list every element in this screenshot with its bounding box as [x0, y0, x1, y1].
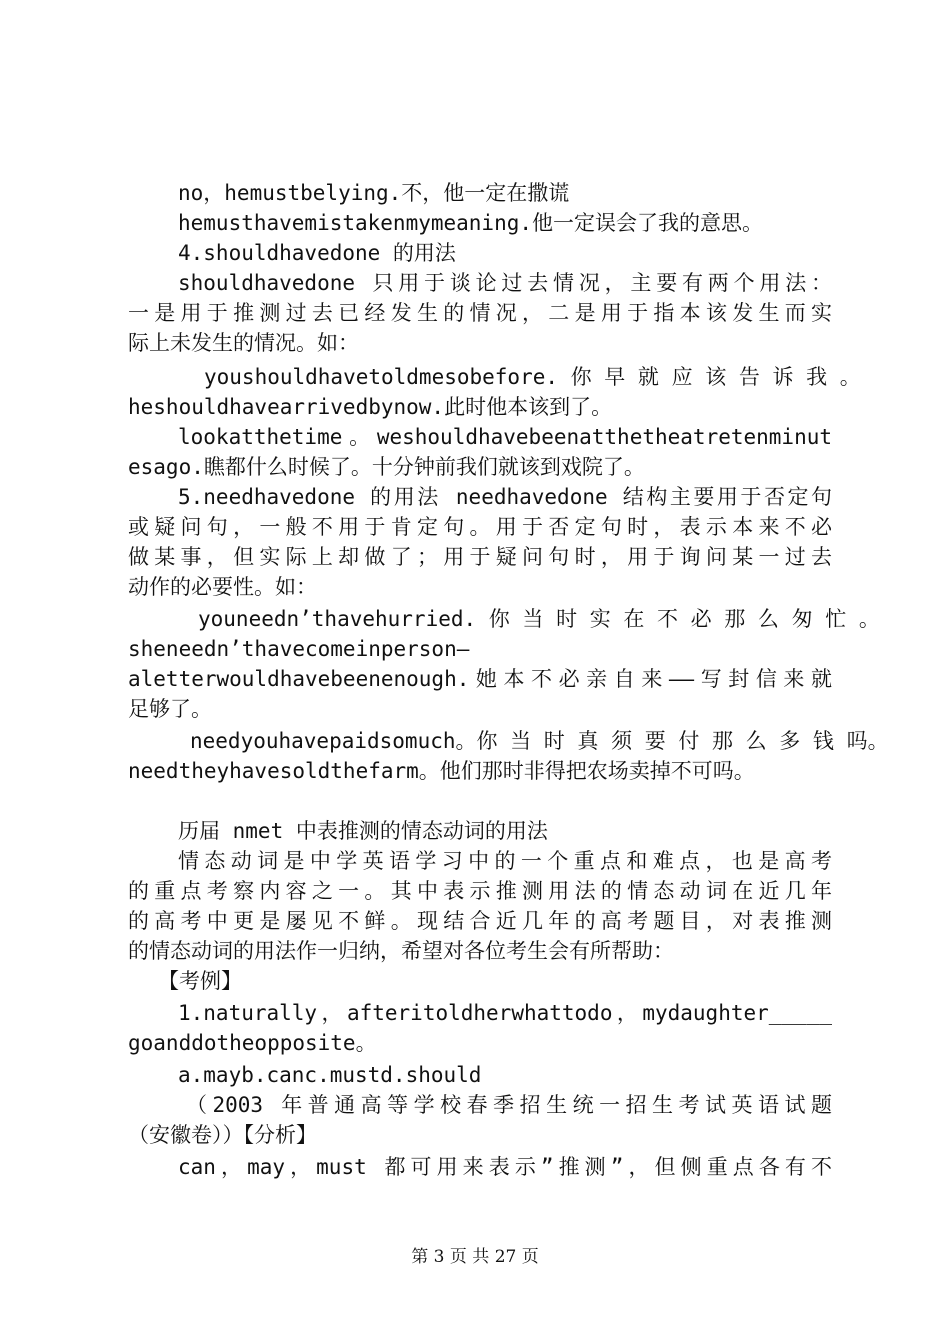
text-line: needtheyhavesoldthefarm。他们那时非得把农场卖掉不可吗。 — [128, 759, 755, 783]
text-line: goanddotheopposite。 — [128, 1031, 377, 1055]
text-line: 做某事，但实际上却做了；用于疑问句时，用于询问某一过去 — [128, 545, 832, 569]
text-line: can，may，must 都可用来表示”推测”，但侧重点各有不 — [178, 1155, 832, 1179]
text-line: 的重点考察内容之一。其中表示推测用法的情态动词在近几年 — [128, 879, 832, 903]
text-line: esago.瞧都什么时候了。十分钟前我们就该到戏院了。 — [128, 455, 645, 479]
text-line: aletterwouldhavebeenenough.她本不必亲自来——写封信来就 — [128, 667, 832, 691]
text-line: a.mayb.canc.mustd.should — [178, 1063, 482, 1087]
text-line: youshouldhavetoldmesobefore. 你 早 就 应 该 告 诉 我 。 — [204, 365, 861, 389]
text-line: youneedn’thavehurried. 你 当 时 实 在 不 必 那 么 匆 忙 。 — [198, 607, 880, 631]
text-line: no，hemustbelying.不，他一定在撒谎 — [178, 181, 570, 205]
text-line: 或疑问句，一般不用于肯定句。用于否定句时，表示本来不必 — [128, 515, 832, 539]
text-line: shouldhavedone 只用于谈论过去情况，主要有两个用法： — [178, 271, 832, 295]
text-line: 情态动词是中学英语学习中的一个重点和难点，也是高考 — [178, 849, 832, 873]
text-line: sheneedn’thavecomeinperson— — [128, 637, 470, 661]
text-line: hemusthavemistakenmymeaning.他一定误会了我的意思。 — [178, 211, 764, 235]
text-line: 一是用于推测过去已经发生的情况，二是用于指本该发生而实 — [128, 301, 832, 325]
text-line: （安徽卷））【分析】 — [128, 1123, 317, 1147]
text-line: 际上未发生的情况。如： — [128, 331, 359, 355]
text-line: 足够了。 — [128, 697, 212, 721]
text-line: 的情态动词的用法作一归纳，希望对各位考生会有所帮助： — [128, 939, 674, 963]
text-line: needyouhavepaidsomuch。你 当 时 真 须 要 付 那 么 多 钱 吗。 — [190, 729, 889, 753]
text-line: （2003 年普通高等学校春季招生统一招生考试英语试题 — [186, 1093, 832, 1117]
section-heading: 5.needhavedone 的用法 needhavedone 结构主要用于否定句 — [178, 485, 832, 509]
section-heading: 历届 nmet 中表推测的情态动词的用法 — [178, 819, 548, 843]
page-footer: 第 3 页 共 27 页 — [411, 1247, 539, 1267]
text-line: 动作的必要性。如： — [128, 575, 317, 599]
text-line: 1.naturally，afteritoldherwhattodo，mydaughter_____ — [178, 1001, 832, 1025]
text-line: heshouldhavearrivedbynow.此时他本该到了。 — [128, 395, 613, 419]
text-line: lookatthetime。weshouldhavebeenatthetheatretenminut — [178, 425, 832, 449]
text-line: 【考例】 — [158, 969, 242, 993]
text-line: 的高考中更是屡见不鲜。现结合近几年的高考题目，对表推测 — [128, 909, 832, 933]
section-heading: 4.shouldhavedone 的用法 — [178, 241, 456, 265]
